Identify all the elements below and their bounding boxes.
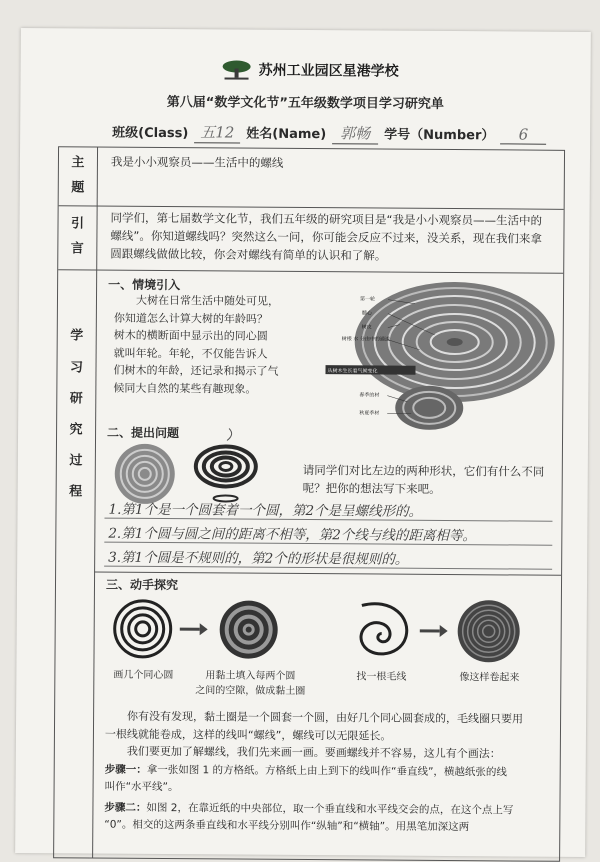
process-label-char: 究 [69, 414, 82, 445]
section1-line: 你知道怎么计算大树的年龄吗？ [114, 309, 304, 328]
process-label-char: 研 [70, 383, 83, 414]
number-value: 6 [500, 125, 546, 144]
theme-label-char: 主 [71, 152, 84, 177]
caption-clay [195, 668, 305, 699]
worksheet-page [15, 28, 591, 857]
intro-line: 同学们，第七届数学文化节，我们五年级的研究项目是“我是小小观察员——生活中的 [110, 210, 550, 231]
school-name: 苏州工业园区星港学校 [259, 60, 399, 81]
section3-heading: 三、动手探究 [106, 576, 178, 594]
theme-text: 我是小小观察员——生活中的螺线 [111, 154, 284, 173]
process-label-char: 习 [70, 352, 83, 383]
section1-text [113, 292, 304, 399]
tree-logo-icon [221, 58, 253, 80]
right-arrow-icon [180, 622, 208, 636]
section1-line: 们树木的年龄，还记录和揭示了气 [113, 362, 303, 381]
section1-line: 大树在日常生活中随处可见， [114, 292, 304, 311]
step-one-text: 拿一张如图 1 的方格纸。方格纸上由上到下的线叫作“垂直线”，横越纸张的线 [147, 764, 507, 779]
step-two [104, 800, 552, 837]
step-one [105, 762, 553, 799]
step-one-label: 步骤一： [105, 764, 147, 776]
school-header [221, 55, 441, 85]
intro-text [110, 210, 550, 267]
student-info-row [112, 121, 546, 146]
intro-label-char: 言 [71, 237, 84, 262]
process-label-char: 过 [69, 446, 82, 477]
tree-cross-section-illustration [289, 279, 560, 431]
handwritten-answer: 2.第1个圆与圆之间的距离不相等，第2个线与线的距离相等。 [108, 522, 476, 545]
worksheet-table [53, 146, 565, 862]
intro-label [58, 205, 96, 269]
paragraph-line: 一根线就能卷成，这样的线叫“螺线”，螺线可以无限延长。 [105, 725, 555, 746]
step-one-text: 叫作“水平线”。 [105, 778, 553, 798]
name-value: 郭畅 [332, 122, 378, 144]
clay-rings-image [217, 598, 279, 660]
tree-label: 春季的材 [359, 391, 379, 398]
caption-line: 用黏土填入每两个圆 [195, 668, 305, 684]
step-two-text: 如图 2，在靠近纸的中央部位，取一个垂直线和水平线交会的点，在这个点上写 [146, 802, 513, 817]
intro-label-char: 引 [71, 213, 84, 238]
process-label-char: 学 [70, 321, 83, 352]
rolled-yarn-image [455, 598, 521, 664]
caption-yarn: 找一根毛线 [341, 669, 421, 685]
caption-line: 之间的空隙，做成黏土圈 [195, 683, 305, 699]
section1-line: 树木的横断面中显示出的同心圆 [114, 327, 304, 346]
step-two-label: 步骤二： [104, 802, 146, 814]
section1-line: 就叫年轮。年轮，不仅能告诉人 [114, 344, 304, 363]
intro-line: 螺线”。你知道螺线吗？突然这么一问，你可能会反应不过来，没关系，现在我们来拿 [110, 227, 550, 248]
class-label: 班级(Class) [112, 122, 188, 142]
tree-label: 髓心 [362, 309, 373, 316]
class-value: 五12 [194, 121, 240, 143]
document-title: 第八届“数学文化节”五年级数学项目学习研究单 [20, 90, 590, 113]
tree-label: 第一轮 [360, 295, 375, 302]
section2-prompt [303, 461, 553, 500]
right-arrow-icon [420, 624, 448, 638]
tree-label: 从树木生长看气候变化 [327, 367, 377, 374]
tree-label: 树皮 [362, 323, 372, 330]
process-label-char: 程 [69, 477, 82, 508]
section2-heading: 二、提出问题 [107, 424, 179, 442]
paragraph-line: 我们要更加了解螺线，我们先来画一画。要画螺线并不容易，这儿有个画法： [105, 743, 555, 764]
theme-label [59, 147, 97, 205]
section3-paragraph [105, 708, 555, 764]
section1-line: 候同大自然的某些有趣现象。 [113, 380, 303, 399]
section1-heading: 一、情境引入 [108, 276, 180, 294]
tree-label: 秋夏季材 [359, 409, 379, 416]
theme-label-char: 题 [71, 176, 84, 201]
row-divider [58, 269, 563, 274]
number-label: 学号（Number） [384, 124, 494, 144]
name-label: 姓名(Name) [246, 123, 326, 143]
prompt-line: 呢？把你的想法写下来吧。 [303, 479, 553, 499]
intro-line: 圆跟螺线做做比较，你会对螺线有简单的认识和了解。 [110, 245, 550, 266]
caption-concentric: 画几个同心圆 [105, 668, 181, 684]
yarn-spiral-image [351, 597, 413, 663]
caption-rolled: 像这样卷起来 [447, 670, 531, 686]
tree-label: 树根 水 分由中的通道 [342, 335, 390, 342]
concentric-circles-image [111, 598, 173, 660]
handwritten-answer: 1.第1个是一个圆套着一个圆，第2个是呈螺线形的。 [108, 498, 422, 520]
process-label [56, 269, 96, 559]
step-two-text: “0”。相交的这两条垂直线和水平线分别叫作“纵轴”和“横轴”。用黑笔加深这两 [104, 816, 552, 836]
prompt-line: 请同学们对比左边的两种形状，它们有什么不同 [303, 461, 553, 481]
tree-ring-image [113, 442, 177, 506]
paragraph-line: 你有没有发现，黏土圈是一个圆套一个圆，由好几个同心圆套成的，毛线圈只要用 [105, 708, 555, 729]
handwritten-answer: 3.第1个圆是不规则的，第2个的形状是很规则的。 [108, 546, 408, 568]
